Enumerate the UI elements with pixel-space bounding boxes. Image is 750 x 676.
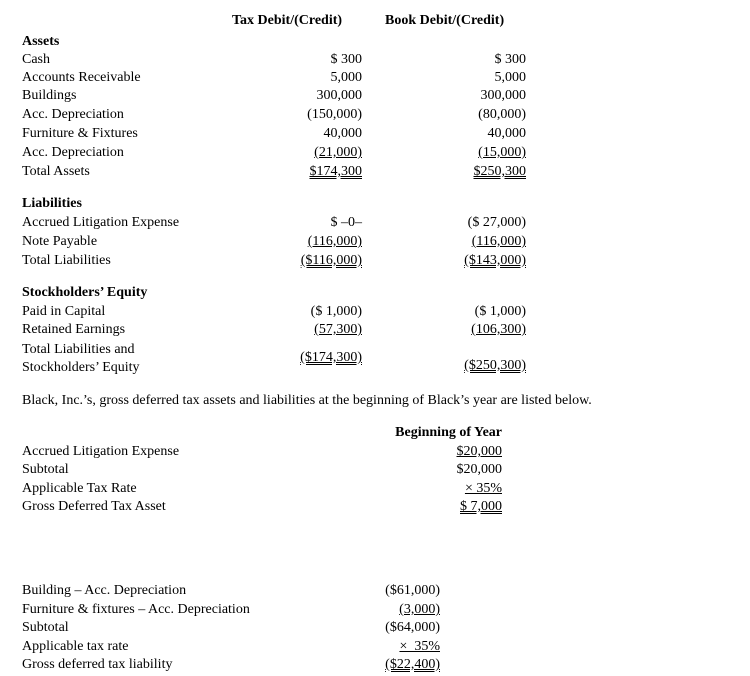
asset-label-acc-dep-buildings: Acc. Depreciation xyxy=(22,107,124,122)
dta-value-subtotal: $20,000 xyxy=(456,462,502,477)
liab-label-accrued-litigation: Accrued Litigation Expense xyxy=(22,215,180,230)
dta-value-tax-rate: × 35% xyxy=(464,481,502,496)
asset-label-total: Total Assets xyxy=(22,164,90,179)
dtl-label-furniture: Furniture & fixtures – Acc. Depreciation xyxy=(22,602,250,617)
asset-book-buildings: 300,000 xyxy=(480,88,526,103)
asset-label-furniture: Furniture & Fixtures xyxy=(22,126,138,141)
equity-book-total: ($250,300) xyxy=(464,358,526,373)
dta-value-gross: $ 7,000 xyxy=(460,499,502,514)
asset-label-acc-dep-furniture: Acc. Depreciation xyxy=(22,145,124,160)
assets-heading: Assets xyxy=(22,34,60,49)
dta-label-gross: Gross Deferred Tax Asset xyxy=(22,499,166,514)
dta-label-accrued-litigation: Accrued Litigation Expense xyxy=(22,444,180,459)
equity-heading: Stockholders’ Equity xyxy=(22,285,148,300)
liab-tax-note-payable: (116,000) xyxy=(307,234,362,249)
dta-label-subtotal: Subtotal xyxy=(22,462,69,477)
tax-column-header: Tax Debit/(Credit) xyxy=(232,13,343,28)
liab-book-total: ($143,000) xyxy=(464,253,526,268)
equity-tax-total: ($174,300) xyxy=(300,350,362,365)
liabilities-heading: Liabilities xyxy=(22,196,82,211)
intro-text: Black, Inc.’s, gross deferred tax assets and liabilities at the beginning of Black’s year are listed below. xyxy=(22,393,592,408)
liab-tax-accrued-litigation: $ –0– xyxy=(330,215,362,230)
book-column-header: Book Debit/(Credit) xyxy=(385,13,505,28)
liab-tax-total: ($116,000) xyxy=(300,253,362,268)
asset-tax-cash: $ 300 xyxy=(330,52,362,67)
asset-label-cash: Cash xyxy=(22,52,50,67)
asset-book-acc-dep-buildings: (80,000) xyxy=(478,107,526,122)
equity-label-retained-earnings: Retained Earnings xyxy=(22,322,126,337)
dtl-value-subtotal: ($64,000) xyxy=(385,620,440,635)
liab-label-note-payable: Note Payable xyxy=(22,234,98,249)
asset-label-ar: Accounts Receivable xyxy=(22,70,141,85)
dta-label-tax-rate: Applicable Tax Rate xyxy=(22,481,137,496)
asset-book-furniture: 40,000 xyxy=(487,126,526,141)
asset-book-cash: $ 300 xyxy=(494,52,526,67)
dtl-label-subtotal: Subtotal xyxy=(22,620,69,635)
dta-column-header: Beginning of Year xyxy=(395,425,502,440)
liab-label-total: Total Liabilities xyxy=(22,253,111,268)
asset-book-acc-dep-furniture: (15,000) xyxy=(478,145,526,160)
asset-tax-furniture: 40,000 xyxy=(323,126,362,141)
asset-tax-acc-dep-furniture: (21,000) xyxy=(314,145,362,160)
equity-tax-retained-earnings: (57,300) xyxy=(314,322,362,337)
liab-book-accrued-litigation: ($ 27,000) xyxy=(467,215,526,230)
asset-tax-ar: 5,000 xyxy=(330,70,362,85)
dtl-label-building: Building – Acc. Depreciation xyxy=(22,583,187,598)
dtl-value-gross: ($22,400) xyxy=(385,657,440,672)
equity-book-retained-earnings: (106,300) xyxy=(471,322,526,337)
equity-book-paid-in-capital: ($ 1,000) xyxy=(474,304,526,319)
asset-book-total: $250,300 xyxy=(473,164,526,179)
dtl-value-building: ($61,000) xyxy=(385,583,440,598)
dta-value-accrued-litigation: $20,000 xyxy=(456,444,502,459)
dtl-label-gross: Gross deferred tax liability xyxy=(22,657,173,672)
liab-book-note-payable: (116,000) xyxy=(471,234,526,249)
asset-tax-acc-dep-buildings: (150,000) xyxy=(307,107,362,122)
equity-label-paid-in-capital: Paid in Capital xyxy=(22,304,106,319)
asset-tax-buildings: 300,000 xyxy=(316,88,362,103)
dtl-value-furniture: (3,000) xyxy=(399,602,440,617)
dtl-label-tax-rate: Applicable tax rate xyxy=(22,639,129,654)
asset-tax-total: $174,300 xyxy=(309,164,362,179)
equity-total-label-line1: Total Liabilities and xyxy=(22,342,135,357)
equity-total-label-line2: Stockholders’ Equity xyxy=(22,360,140,375)
equity-tax-paid-in-capital: ($ 1,000) xyxy=(310,304,362,319)
dtl-value-tax-rate: × 35% xyxy=(399,639,440,654)
asset-label-buildings: Buildings xyxy=(22,88,77,103)
asset-book-ar: 5,000 xyxy=(494,70,526,85)
